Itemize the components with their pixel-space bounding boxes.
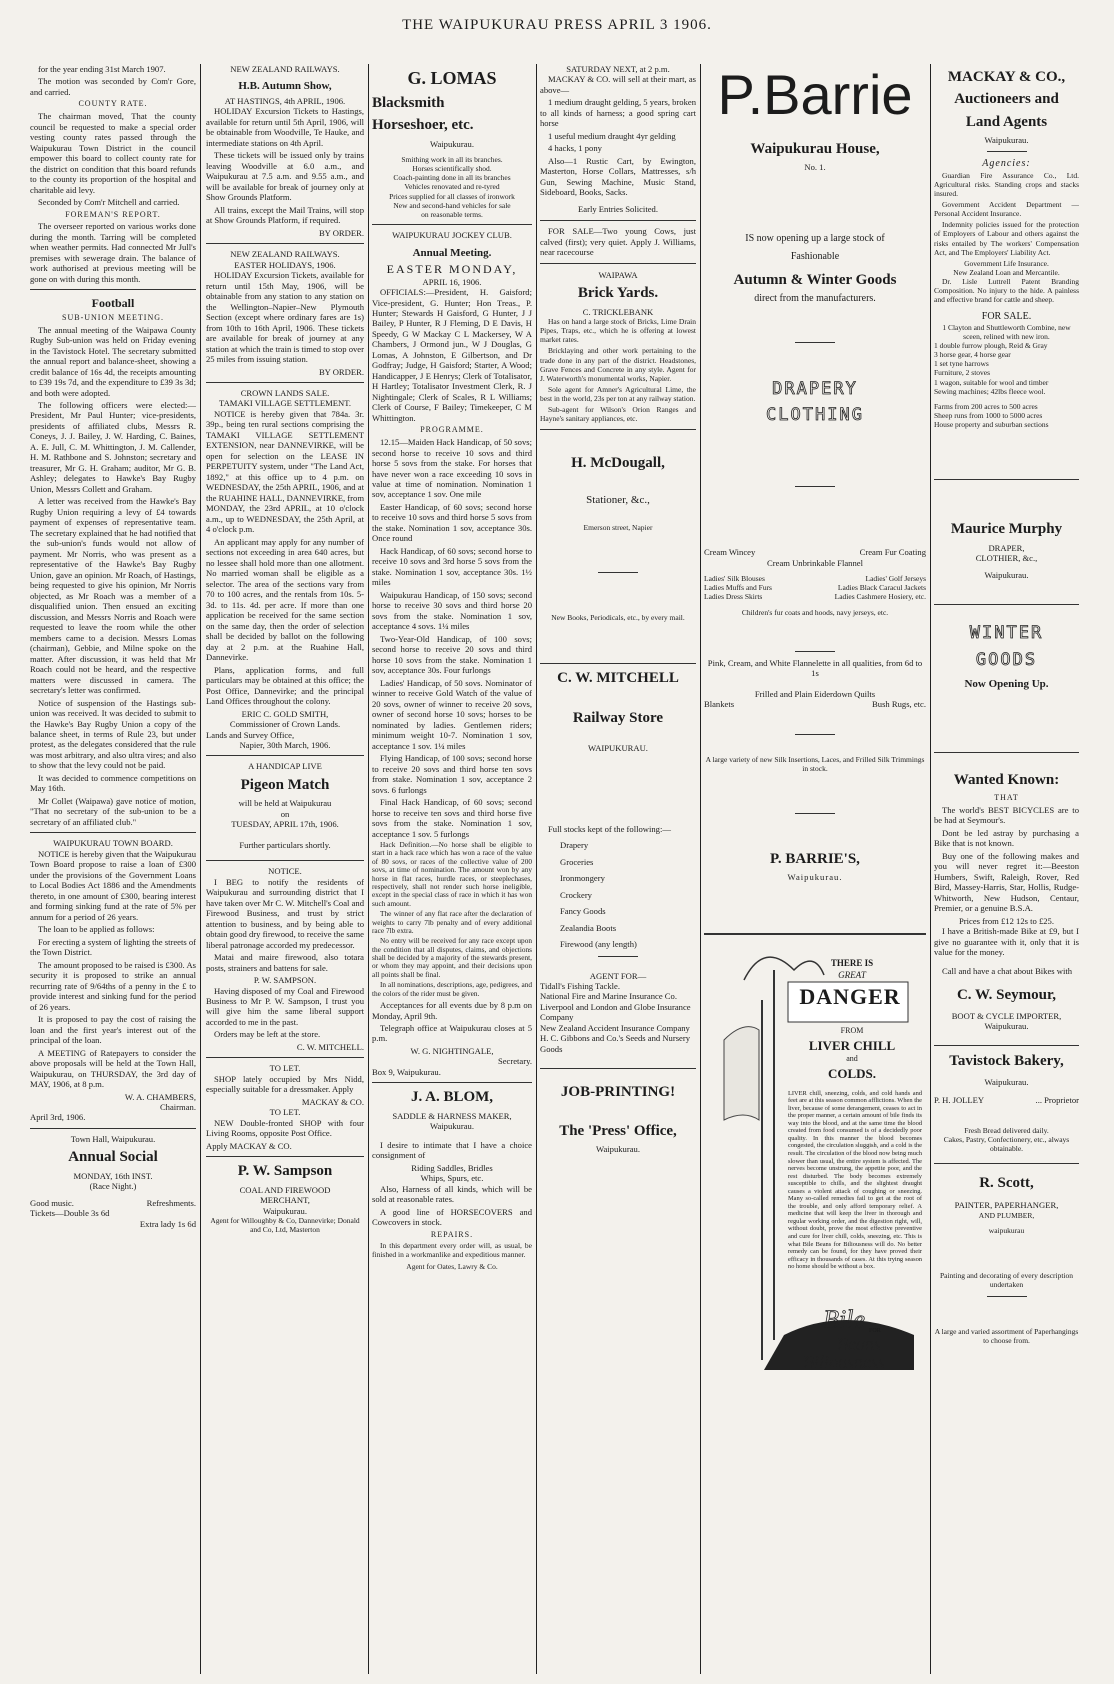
- event-date: APRIL 16, 1906.: [422, 276, 482, 287]
- text: Ladies Black Caracul Jackets: [837, 583, 926, 593]
- ad-heading: Wanted Known:: [953, 771, 1060, 788]
- column-4: [536, 64, 701, 1674]
- subheading: PROGRAMME.: [420, 425, 484, 435]
- address: Emerson street, Napier: [583, 523, 653, 533]
- section-heading: WAIPUKURAU TOWN BOARD.: [53, 838, 173, 849]
- paragraph: Has on hand a large stock of Bricks, Lime Drain Pipes, Traps, etc., which he is offering at lowest market rates.: [540, 317, 696, 345]
- paragraph: Sole agent for Amner's Agricultural Lime, the best in the world, 23s per ton at any railway station.: [540, 385, 696, 404]
- ad-subheading: Waipukurau House,: [750, 141, 880, 157]
- subheading: TAMAKI VILLAGE SETTLEMENT.: [219, 398, 351, 409]
- divider: [372, 224, 532, 225]
- event-date: TUESDAY, APRIL 17th, 1906.: [231, 819, 339, 830]
- line: New and second-hand vehicles for sale: [393, 200, 511, 210]
- paragraph: It is proposed to pay the cost of raising the loan and the first year's interest out of the principal of the loan.: [30, 1014, 196, 1046]
- divider: [372, 1082, 532, 1083]
- subheading: FOR SALE.: [981, 310, 1032, 322]
- paragraph: I BEG to notify the residents of Waipukurau and surrounding district that I have taken over Mr C. W. Mitchell's Coal and Firewood Business, and trust by strict attention to business, and by being able to obtain good dry firewood, to receive the same liberal patronage accorded my predecessor.: [206, 876, 364, 950]
- event-date: MONDAY, 16th INST.: [73, 1170, 153, 1181]
- paragraph: Plans, application forms, and full particulars may be obtained at this office; the Post Office, Dannevirke; and the principal Land Offices throughout the colony.: [206, 664, 364, 707]
- divider: [540, 663, 696, 664]
- section-heading: SATURDAY NEXT, at 2 p.m.: [566, 64, 670, 74]
- paragraph: NOTICE is hereby given that the Waipukurau Town Board propose to raise a loan of £300 under the provisions of the Government Loans to Local Bodies Act 1886 and the Amendments thereto, in one amount of £300, bearing interest and forming sinking fund at the rate of 5% per annum for a period of 26 years.: [30, 848, 196, 922]
- text: Waipukurau.: [984, 569, 1029, 580]
- text: National Fire and Marine Insurance Co.: [540, 991, 677, 1002]
- divider: [934, 479, 1079, 480]
- divider: [540, 1068, 696, 1069]
- text: COLDS.: [827, 1065, 877, 1081]
- text: FOR: [869, 1327, 881, 1334]
- text: 1 double furrow plough, Reid & Gray: [934, 341, 1048, 350]
- line: Coach-painting done in all its branches: [393, 173, 511, 183]
- event-date: EASTER MONDAY,: [386, 261, 518, 276]
- paragraph: Also—1 Rustic Cart, by Ewington, Masterton, Horse Collars, Mattresses, s/h Gun, Sewing Machine, Music Stand, Sideboard, Books, Sacks.: [540, 155, 696, 198]
- section-heading: WAIPUKURAU JOCKEY CLUB.: [392, 230, 512, 241]
- paragraph: The annual meeting of the Waipawa County Rugby Sub-union was held on Friday evening in the Tavistock Hotel. The secretary submitted the annual report and balance-sheet, showing a credit balance of 16s 4d, the receipts amounting to £39 19s 7d, and the expenditure to £39 3s 3d; and both were adopted.: [30, 324, 196, 398]
- brand-word: Bile: [823, 1304, 865, 1334]
- ad-subheading: CLOTHING: [766, 405, 864, 426]
- line: Vehicles renovated and re-tyred: [404, 182, 500, 192]
- list-item: Drapery: [560, 840, 589, 851]
- paragraph: I desire to intimate that I have a choice consignment of: [372, 1139, 532, 1161]
- paragraph: 1 medium draught gelding, 5 years, broken to all kinds of harness; a good spring cart horse: [540, 97, 696, 129]
- text: Government Life Insurance.: [964, 258, 1049, 268]
- paragraph: I have a British-made Bike at £9, but I give no guarantee with it, only that it is value for the money.: [934, 926, 1079, 958]
- text: Whips, Spurs, etc.: [420, 1173, 484, 1184]
- text: Ladies Muffs and Furs: [704, 583, 772, 593]
- paragraph: For erecting a system of lighting the streets of the Town District.: [30, 936, 196, 958]
- paragraph: OFFICIALS:—President, H. Gaisford; Vice-president, G. Hunter; Hon Treas., P. Hunter; Stewards H Gaisford, G Hunter, J J Bailey, P Hunter, R J Fleming, D E Davis, H Speedy, G W Mackay C L Mackersey, W A Chambers, J Ormond jun., W J Douglas, G Lomas, A Johnston, E Gilbertson, and Dr Godfray; Judge, H Gaisford; Starter, A Wood; Handicapper, J E Henrys; Clerk of Totalisator, H Hartley; Totalisator Investment Clerk, R. J Nightingale; Clerk of Scales, R L Williams; Clerk of Course, F Bailey; Timekeeper, C M Whittington.: [372, 287, 532, 423]
- ad-subheading: Autumn & Winter Goods: [733, 272, 897, 289]
- text: Children's fur coats and hoods, navy jerseys, etc.: [741, 607, 889, 617]
- paragraph: 4 hacks, 1 pony: [548, 143, 602, 154]
- line: Smithing work in all its branches.: [401, 155, 503, 165]
- date: April 3rd, 1906.: [30, 1112, 86, 1123]
- text: Extra lady 1s 6d: [139, 1218, 196, 1229]
- divider: [206, 382, 364, 383]
- paragraph: Telegraph office at Waipukurau closes at 5 p.m.: [372, 1022, 532, 1044]
- paragraph: HOLIDAY Excursion Tickets to Hastings, available for return until 5th April, 1906, will be obtainable from Woodville, Te Hauke, and intermediate stations on 4th April.: [206, 106, 364, 148]
- text: Further particulars shortly.: [239, 839, 331, 850]
- text: A large and varied assortment of Paperhangings to choose from.: [934, 1326, 1079, 1345]
- text: 1 Clayton and Shuttleworth Combine, new sceen, relined with new iron.: [942, 322, 1071, 341]
- text: Waipukurau.: [787, 872, 843, 883]
- text: THERE IS: [830, 957, 874, 968]
- text: Waipukurau.: [984, 1020, 1029, 1031]
- paragraph: FOR SALE—Two young Cows, just calved (first); very quiet. Apply J. Williams, near racecourse: [540, 226, 696, 258]
- ad-heading: JOB-PRINTING!: [560, 1084, 676, 1101]
- signature: W. G. NIGHTINGALE,: [410, 1045, 494, 1056]
- column-3: [368, 64, 537, 1674]
- text: Sheep runs from 1000 to 5000 acres: [934, 410, 1043, 420]
- paragraph: Hack Definition.—No horse shall be eligible to start in a hack race which has won a race of the value of 80 sovs, or races of the collective value of 200 sovs, at time of nomination. The amount won by any horse in flat races, hurdle races, or steeplechases, respectively, shall not render such horse ineligible, except in the special class of race in which it has won such amount.: [372, 839, 532, 908]
- signature: MACKAY & CO.: [301, 1096, 364, 1107]
- subheading: THAT: [994, 793, 1019, 803]
- ad-heading: J. A. BLOM,: [410, 1089, 494, 1106]
- section-heading: CROWN LANDS SALE.: [240, 388, 330, 398]
- signature: Apply MACKAY & CO.: [206, 1140, 292, 1151]
- text: A large variety of new Silk Insertions, Laces, and Frilled Silk Trimmings in stock.: [705, 754, 925, 773]
- text: COAL AND FIREWOOD: [239, 1184, 331, 1195]
- venue: Town Hall, Waipukurau.: [70, 1133, 156, 1144]
- ad-subheading: The 'Press' Office,: [559, 1122, 677, 1139]
- text: 3 horse gear, 4 horse gear: [934, 350, 1011, 360]
- paragraph: Seconded by Com'r Mitchell and carried.: [38, 197, 180, 208]
- text: Good music.: [30, 1197, 74, 1208]
- section-heading: NEW ZEALAND RAILWAYS.: [230, 249, 340, 260]
- paragraph: The overseer reported on various works done during the month. Tarring will be completed when weather permits. Had connected Mr Jull's premises with sewerage drain. The balance of work authorised at previous meeting will be gone on with during this month.: [30, 221, 196, 284]
- divider: [598, 956, 638, 957]
- section-heading: TO LET.: [269, 1107, 301, 1118]
- column-5: [700, 64, 931, 1674]
- text: C. TRICKLEBANK: [582, 306, 654, 317]
- ad-subheading: GOODS: [975, 649, 1038, 670]
- ad-heading: Brick Yards.: [577, 285, 659, 302]
- divider: [934, 1045, 1079, 1046]
- list-item: Fancy Goods: [560, 906, 606, 917]
- divider: [795, 813, 835, 814]
- text: LIVER CHILL: [808, 1037, 896, 1053]
- list-item: Zealandia Boots: [560, 922, 617, 933]
- subheading: EASTER HOLIDAYS, 1906.: [234, 259, 336, 270]
- signature: C. W. MITCHELL.: [296, 1041, 364, 1052]
- date: Napier, 30th March, 1906.: [239, 739, 331, 750]
- paragraph: It was decided to commence competitions on May 16th.: [30, 772, 196, 794]
- text: Riding Saddles, Bridles: [411, 1162, 493, 1173]
- paragraph: In this department every order will, as usual, be finished in a workmanlike and expeditious manner.: [372, 1241, 532, 1260]
- divider: [206, 1057, 364, 1058]
- text: Blankets: [704, 699, 735, 710]
- paragraph: The following officers were elected:— President, Mr Paul Hunter; vice-presidents, presidents of affiliated clubs, Messrs R. Coneys, J. J. Bailey, J. W. Harding, C. Baines, A. E. Jull, C. M. Whittington, J. M. Callender, H. M. Rathbone and S. Johnston; secretary and treasurer, Mr G. H. Graham; auditor, Mr G. B. Ashley; delegates to Hawke's Bay Rugby Union, Messrs Collett and Graham.: [30, 399, 196, 494]
- text: Prices from £12 12s to £25.: [958, 915, 1054, 926]
- paragraph: A MEETING of Ratepayers to consider the above proposals will be held at the Town Hall, Waipukurau, on THURSDAY, the 3rd day of MAY, 1906, at 8 p.m.: [30, 1047, 196, 1090]
- text: Fresh Bread delivered daily.: [964, 1125, 1049, 1135]
- ad-subheading: Auctioneers and: [954, 91, 1059, 108]
- ad-heading: P. BARRIE'S,: [770, 850, 860, 867]
- ad-heading: R. Scott,: [979, 1175, 1034, 1192]
- paragraph: MACKAY & CO. will sell at their mart, as above—: [540, 74, 696, 95]
- paragraph: Bricklaying and other work pertaining to the trade done in any part of the district. Headstones, Grave Fences and Concrete in any style. Agent for J. Waterworth's monumental works, Napier.: [540, 346, 696, 383]
- paragraph: Acceptances for all events due by 8 p.m on Monday, April 9th.: [372, 1000, 532, 1021]
- signature: W. A. CHAMBERS,: [124, 1091, 196, 1102]
- divider: [206, 755, 364, 756]
- danger-heading: DANGER: [799, 983, 901, 1009]
- divider: [934, 604, 1079, 605]
- text: Sewing machines; 42lbs fleece wool.: [934, 386, 1046, 396]
- column-6: [930, 64, 1079, 1674]
- paragraph: Dr. Lisle Luttrell Patent Branding Composition. No injury to the hide. A painless and effective brand for cattle and sheep.: [934, 277, 1079, 305]
- paragraph: NEW Double-fronted SHOP with four Living Rooms, opposite Post Office.: [206, 1117, 364, 1139]
- signature: BY ORDER.: [318, 366, 364, 377]
- paragraph: 1 useful medium draught 4yr gelding: [548, 130, 676, 141]
- paragraph: Sub-agent for Wilson's Orion Ranges and Hayne's sanitary appliances, etc.: [540, 405, 696, 424]
- stock-list: [540, 840, 696, 949]
- paragraph: No entry will be received for any race except upon the condition that all disputes, claims, and objections shall be decided by a majority of the stewards present, or whom they may appoint, and their decisions upon all points shall be final.: [372, 936, 532, 979]
- divider: [795, 651, 835, 652]
- paragraph: Government Accident Department —Personal Accident Insurance.: [934, 199, 1079, 219]
- line: Horses scientifically shod.: [412, 164, 492, 174]
- line: on reasonable terms.: [421, 209, 483, 219]
- text: New Books, Periodicals, etc., by every mail.: [551, 613, 685, 623]
- signature: BY ORDER.: [318, 227, 364, 238]
- section-heading: Football: [91, 296, 135, 311]
- ad-heading: Pigeon Match: [240, 776, 330, 793]
- paragraph: All trains, except the Mail Trains, will stop at Show Grounds Platform, if required.: [206, 204, 364, 226]
- paragraph: Hack Handicap, of 60 sovs; second horse to receive 10 sovs and 3rd horse 5 sovs from the stake. Nomination 1 sov, acceptance 30s. 1½ miles: [372, 545, 532, 588]
- ad-heading: P. W. Sampson: [237, 1163, 333, 1180]
- divider: [30, 832, 196, 833]
- brand-logo: [774, 1304, 914, 1334]
- text: House property and suburban sections: [934, 420, 1049, 430]
- paragraph: In all nominations, descriptions, age, pedigrees, and the colors of the rider must be given.: [372, 980, 532, 998]
- ad-heading: Maurice Murphy: [950, 521, 1063, 538]
- paragraph: for the year ending 31st March 1907.: [38, 64, 166, 74]
- paragraph: Having disposed of my Coal and Firewood Business to Mr P. W. Sampson, I trust you will give him the same liberal support accorded to me in the past.: [206, 985, 364, 1027]
- text: Ladies' Silk Blouses: [704, 574, 765, 584]
- column-2: [202, 64, 369, 1674]
- text: Painting and decorating of every description undertaken: [939, 1271, 1074, 1290]
- paragraph: NOTICE is hereby given that 784a. 3r. 39p., being ten rural sections comprising the TAMAKI VILLAGE SETTLEMENT EXTENSION, near DANNEVIRKE, will be open for selection on the LEASE IN PERPETUITY system, under "The Land Act, 1892," at this office up to 4 p.m. on WEDNESDAY, the 25th APRIL, 1906, and at the RUAHINE HALL, DANNEVIRKE, from MONDAY, the 23rd APRIL, at 10 o'clock a.m., up to WEDNESDAY, the 25th April, at 4 o'clock p.m.: [206, 408, 365, 535]
- divider: [598, 572, 638, 573]
- text: Agent for Oates, Lawry & Co.: [406, 1261, 498, 1271]
- text: Waipukurau.: [263, 1205, 307, 1216]
- text: Waipukurau.: [430, 1121, 474, 1132]
- paragraph: Two-Year-Old Handicap, of 100 sovs; second horse to receive 20 sovs and third horse 10 sovs from the stake. Nomination 1 sov, acceptance 30s. Four furlongs: [372, 633, 532, 676]
- text: Ladies Dress Skirts: [704, 592, 763, 602]
- paragraph: Notice of suspension of the Hastings sub-union was received. It was decided to submit to the Hawke's Bay Rugby Union a copy of the balance sheet, in terms of Rule 23, but under protest, as the delegates considered that the rule was most arbitrary, and also ultra vires; and also to show that the levy could not be paid.: [30, 697, 196, 771]
- text: Bush Rugs, etc.: [872, 699, 926, 710]
- ad-heading: H. McDougall,: [571, 454, 665, 471]
- text: Farms from 200 acres to 500 acres: [934, 401, 1038, 411]
- divider: [987, 151, 1027, 152]
- divider: [704, 933, 926, 935]
- text: waipukurau: [988, 1226, 1025, 1236]
- text: Cream Wincey: [704, 547, 756, 558]
- ad-subheading: WINTER: [969, 623, 1044, 644]
- list-item: Crockery: [560, 889, 592, 900]
- newspaper-page: [30, 64, 1079, 1674]
- subheading: Annual Meeting.: [412, 246, 492, 259]
- masthead: THE WAIPUKURAU PRESS APRIL 3 1906.: [402, 17, 712, 33]
- column-1: [30, 64, 201, 1674]
- signature-role: Chairman.: [159, 1101, 196, 1112]
- text: Liverpool and London and Globe Insurance Company: [540, 1001, 691, 1023]
- paragraph: Call and have a chat about Bikes with: [942, 965, 1073, 976]
- text: PAINTER, PAPERHANGER,: [954, 1200, 1059, 1211]
- text: Waipukurau.: [430, 138, 474, 149]
- signature: P. W. SAMPSON.: [253, 975, 317, 986]
- divider: [206, 860, 364, 861]
- ad-heading: P.Barrie: [717, 64, 913, 126]
- text: on: [280, 808, 290, 819]
- divider: [30, 1128, 196, 1129]
- text: Ladies' Golf Jerseys: [865, 574, 926, 584]
- text: CLOTHIER, &c.,: [975, 553, 1038, 564]
- paragraph: The chairman moved, That the county council be requested to make a special order vesting county rates passed through the Waipukurau Town District in the council empower this board to collect county rate for the district on condition that this board refunds to the county its proportion of the hospital and charitable aid levy.: [30, 111, 196, 195]
- paragraph: Easter Handicap, of 60 sovs; second horse to receive 10 sovs and third horse 5 sovs from the stake. Nomination 1 sov, acceptance 30s. Once round: [372, 501, 532, 544]
- text: Furniture, 2 stoves: [934, 368, 991, 378]
- paragraph: The loan to be applied as follows:: [38, 924, 155, 935]
- paragraph: The motion was seconded by Com'r Gore, and carried.: [30, 76, 196, 97]
- signature-role: Commissioner of Crown Lands.: [229, 719, 341, 730]
- divider: [540, 263, 696, 264]
- divider: [795, 734, 835, 735]
- list-item: Groceries: [560, 856, 594, 867]
- text: Ladies Cashmere Hosiery, etc.: [834, 592, 926, 602]
- paragraph: Mr Collet (Waipawa) gave notice of motion, "That no secretary of the sub-union to be a secretary of an affiliated club.": [30, 795, 196, 827]
- text: WAIPUKURAU.: [588, 743, 648, 754]
- ad-subheading: Blacksmith: [372, 94, 445, 111]
- paragraph: Full stocks kept of the following:—: [548, 823, 671, 834]
- text: Pink, Cream, and White Flannelette in all qualities, from 6d to 1s: [707, 657, 923, 679]
- paragraph: Orders may be left at the store.: [214, 1029, 321, 1040]
- paragraph: Ladies' Handicap, of 50 sovs. Nominator of winner to receive Gold Watch of the value of 20 sovs, owner of winner to receive 20 sovs, owner of second horse 10 sovs; horses to be nominated by ladies. Gentlemen riders; minimum weight 10-7. Nomination 1 sov, acceptance 1 sov. 1¼ miles: [372, 677, 532, 751]
- paragraph: Waipukurau Handicap, of 150 sovs; second horse to receive 30 sovs and third horse 20 sovs from the stake. Nomination 1 sov, acceptance 4 sovs. 1¼ miles: [372, 589, 532, 632]
- text: BOOT & CYCLE IMPORTER,: [951, 1010, 1062, 1021]
- text: P. H. JOLLEY: [934, 1095, 985, 1106]
- paragraph: A letter was received from the Hawke's Bay Rugby Union requiring a levy of £4 towards payment of expenses of representative team. The secretary explained that he had notified that the sub-union's funds would not allow of payment. Mr Norris, who was present as a representative of the Hawke's Bay Rugby Union, gave an opinion. Mr Roach, of Hastings, being requested to give his opinion, Mr Norris objected, as Mr Roach was a member of a disqualified union. Then ensued an exciting discussion, and Messrs Norris and Roach were requested to leave the room while the other members came to a decision. Messrs Lomas (chairman), Gebbie, and Milne spoke on the matter. After discussion, it was held that Mr Roach could not be heard, and the respective matters were discussed in camera. The secretary's letter was confirmed.: [30, 496, 196, 696]
- event-date: AT HASTINGS, 4th APRIL, 1906.: [224, 95, 346, 106]
- paragraph: A good line of HORSECOVERS and Cowcovers in stock.: [372, 1206, 532, 1228]
- address: Lands and Survey Office,: [206, 729, 295, 740]
- subheading: Agencies:: [982, 158, 1031, 170]
- brand-word: Beans: [837, 1333, 881, 1354]
- paragraph: LIVER chill, sneezing, colds, and cold hands and feet are at this season common afflictions. When the liver, because of some derangement, ceases to act in the proper manner, a certain amount of bile finds its way into the blood, and at the same time the blood created from food consumed is of a decidedly poor quality. In this manner the blood becomes congested, the circulation sluggish, and a cold is the result. The circulation of the blood now being much slower than usual, the entire system is affected. The nerves become unstrung, the appetite poor, and the rest disturbed. The body becomes extremely susceptible to chills, and the slightest draught causes a violent attack of coughing or sneezing. Many so-called remedies fail to get at the root of the trouble, and only afford temporary relief. A medicine that will keep the liver in thorough and regular working order, and the digestion right, will, without doubt, prove the most effective preventive and cure for liver chill, colds, sneezing, etc. This is what Bile Beans for Biliousness will do. No better remedy can be found, for they have proved their efficacy in thousands of cases. At this trying season no home should be without a box.: [788, 1089, 922, 1271]
- text: AND PLUMBER,: [978, 1210, 1035, 1220]
- text: direct from the manufacturers.: [754, 293, 876, 305]
- line: Prices supplied for all classes of ironwork: [389, 191, 515, 201]
- paragraph: The amount proposed to be raised is £300. As security it is proposed to strike an annual recurring rate of 9/64ths of a penny in the £ to provide interest and sinking fund for the period of 26 years.: [30, 959, 196, 1012]
- ad-heading: C. W. MITCHELL: [557, 669, 679, 686]
- paragraph: An applicant may apply for any number of sections not exceeding in area 640 acres, but no lessee shall hold more than one allotment. No married woman shall be eligible as a selector. The area of the sections vary from 70 to 100 acres, and the rentals from 10s. 5-3d. to 11s. 4d. per acre. If more than one application be received for the same section on the same day, then the order of selection shall be decided by ballot on the following day at 2 p.m. at the Ruahine Hall, Dannevirke.: [206, 536, 364, 663]
- text: Tidall's Fishing Tackle.: [540, 980, 620, 991]
- section-heading: TO LET.: [269, 1063, 301, 1074]
- paragraph: Also, Harness of all kinds, which will be sold at reasonable rates.: [372, 1183, 532, 1205]
- text: will be held at Waipukurau: [238, 798, 332, 809]
- paragraph: These tickets will be issued only by trains leaving Woodville at 6.0 a.m., and Waipukurau at 7.5 a.m. and 9.55 a.m., and will be available for break of journey only at Show Grounds Platform.: [206, 150, 364, 203]
- divider: [540, 220, 696, 221]
- ad-heading: C. W. Seymour,: [956, 987, 1057, 1004]
- text: Waipukurau.: [984, 1076, 1029, 1087]
- paragraph: Buy one of the following makes and you will never regret it:—Beeston Humbers, Swift, Raleigh, Rover, Red Bird, Massey-Harris, Star, Hollis, Rudge-Whitworth, New Hudson, Centaur, Premier, or a genuine B.S.A.: [934, 850, 1079, 914]
- list-item: Ironmongery: [560, 873, 605, 884]
- ad-subheading: Horseshoer, etc.: [372, 117, 474, 134]
- divider: [987, 1296, 1027, 1297]
- text-block: [372, 155, 532, 219]
- text: Refreshments.: [146, 1197, 196, 1208]
- text: DRAPER,: [988, 542, 1025, 553]
- ad-heading: Tavistock Bakery,: [949, 1053, 1064, 1070]
- text: Cakes, Pastry, Confectionery, etc., always obtainable.: [943, 1134, 1070, 1154]
- paragraph: Matai and maire firewood, also totara posts, strainers and battens for sale.: [206, 952, 364, 973]
- section-heading: NEW ZEALAND RAILWAYS.: [230, 64, 340, 74]
- text: 1 set tyne harrows: [934, 359, 989, 369]
- paragraph: Final Hack Handicap, of 60 sovs; second horse to receive ten sovs and third horse five sovs from the stake. Nomination 1 sov, acceptance 1 sov. 5 furlongs: [372, 797, 532, 839]
- ad-heading: G. LOMAS: [407, 68, 497, 88]
- divider: [934, 752, 1079, 753]
- divider: [795, 486, 835, 487]
- text: MERCHANT,: [260, 1195, 310, 1206]
- subheading: AGENT FOR—: [589, 970, 647, 981]
- subheading: REPAIRS.: [430, 1229, 474, 1239]
- paragraph: HOLIDAY Excursion Tickets, available for return until 15th May, 1906, will be obtainable from any station to any station on the Wellington–Napier–New Plymouth Section (except where ordinary fares are 1s) from 10th to 16th April, 1906. These tickets are available for break of journey at any station at which the train is timed to stop over 25 miles from issuing station.: [206, 270, 364, 365]
- divider: [795, 342, 835, 343]
- text: and: [846, 1053, 858, 1063]
- section-heading: NOTICE.: [268, 866, 302, 877]
- text: Waipukurau.: [984, 134, 1029, 145]
- text: New Zealand Accident Insurance Company: [540, 1022, 690, 1033]
- ad-subheading: Land Agents: [965, 113, 1048, 130]
- text: Cream Fur Coating: [859, 547, 926, 558]
- text: WAIPAWA: [598, 269, 638, 280]
- divider: [30, 289, 196, 290]
- paragraph: Guardian Fire Assurance Co., Ltd. Agricultural risks. Standing crops and stacks insured.: [934, 170, 1079, 198]
- text: Fashionable: [790, 250, 840, 262]
- text: FROM: [840, 1025, 864, 1035]
- text: Frilled and Plain Eiderdown Quilts: [754, 688, 876, 699]
- paragraph: The winner of any flat race after the declaration of weights to carry 7lb penalty and of every additional race 7lb extra.: [372, 909, 532, 935]
- ad-heading: Annual Social: [68, 1149, 158, 1166]
- text: Cream Unbrinkable Flannel: [767, 557, 863, 568]
- text: 1 wagon, suitable for wool and timber: [934, 377, 1049, 387]
- ad-subheading: Railway Store: [572, 709, 664, 726]
- text: SADDLE & HARNESS MAKER,: [392, 1110, 512, 1121]
- paragraph: SHOP lately occupied by Mrs Nidd, especially suitable for a dressmaker. Apply: [206, 1073, 364, 1095]
- paragraph: The world's BEST BICYCLES are to be had at Seymour's.: [934, 804, 1079, 826]
- ad-heading: MACKAY & CO.,: [947, 69, 1066, 85]
- text: Early Entries Solicited.: [578, 203, 658, 214]
- ad-intro: A HANDICAP LIVE: [248, 761, 322, 772]
- paragraph: 12.15—Maiden Hack Handicap, of 50 sovs; second horse to receive 10 sovs and third horse 5 sovs from the stake. For horses that have never won a race exceeding 10 sovs in value at time of nomination. Nomination 1 sov, acceptance 1 sov. One mile: [372, 437, 532, 500]
- list-item: Firewood (any length): [560, 939, 637, 950]
- divider: [206, 243, 364, 244]
- signature-role: Secretary.: [497, 1056, 532, 1067]
- text: IS now opening up a large stock of: [745, 232, 885, 244]
- subheading: SUB-UNION MEETING.: [62, 312, 164, 322]
- ad-subheading: DRAPERY: [772, 378, 858, 399]
- ad-heading: H.B. Autumn Show,: [238, 80, 332, 93]
- text: Agent for Willoughby & Co, Dannevirke; Donald and Co, Ltd, Masterton: [210, 1216, 360, 1235]
- text: H. C. Gibbons and Co.'s Seeds and Nursery Goods: [540, 1033, 691, 1054]
- signature: ERIC C. GOLD SMITH,: [241, 708, 329, 719]
- text: Now Opening Up.: [964, 678, 1049, 691]
- divider: [934, 1163, 1079, 1164]
- paragraph: Flying Handicap, of 100 sovs; second horse to receive 20 sovs and third horse ten sovs from stake. Nomination 1 sov, acceptance 2 sovs. 6 furlongs: [372, 753, 532, 795]
- text: New Zealand Loan and Mercantile.: [953, 267, 1060, 277]
- brand-word: Biliousness: [802, 1351, 885, 1372]
- text: GREAT: [838, 969, 866, 980]
- divider: [206, 1156, 364, 1157]
- bile-beans-advert: [704, 940, 926, 1370]
- paragraph: Dont be led astray by purchasing a Bike that is not known.: [934, 827, 1079, 849]
- event-note: (Race Night.): [89, 1181, 137, 1192]
- divider: [540, 429, 696, 430]
- subheading: FOREMAN'S REPORT.: [65, 209, 161, 219]
- text: Tickets—Double 3s 6d: [30, 1208, 110, 1219]
- text: Waipukurau.: [596, 1143, 640, 1154]
- text: Stationer, &c.,: [586, 493, 650, 506]
- text: ... Proprietor: [1035, 1095, 1079, 1106]
- text: No. 1.: [804, 162, 826, 173]
- paragraph: Indemnity policies issued for the protection of Employers of Labour and others against the risks entailed by The workers' Compensation Act, and The Employers' Liability Act.: [934, 220, 1079, 257]
- address: Box 9, Waipukurau.: [372, 1066, 441, 1077]
- subheading: COUNTY RATE.: [78, 99, 148, 109]
